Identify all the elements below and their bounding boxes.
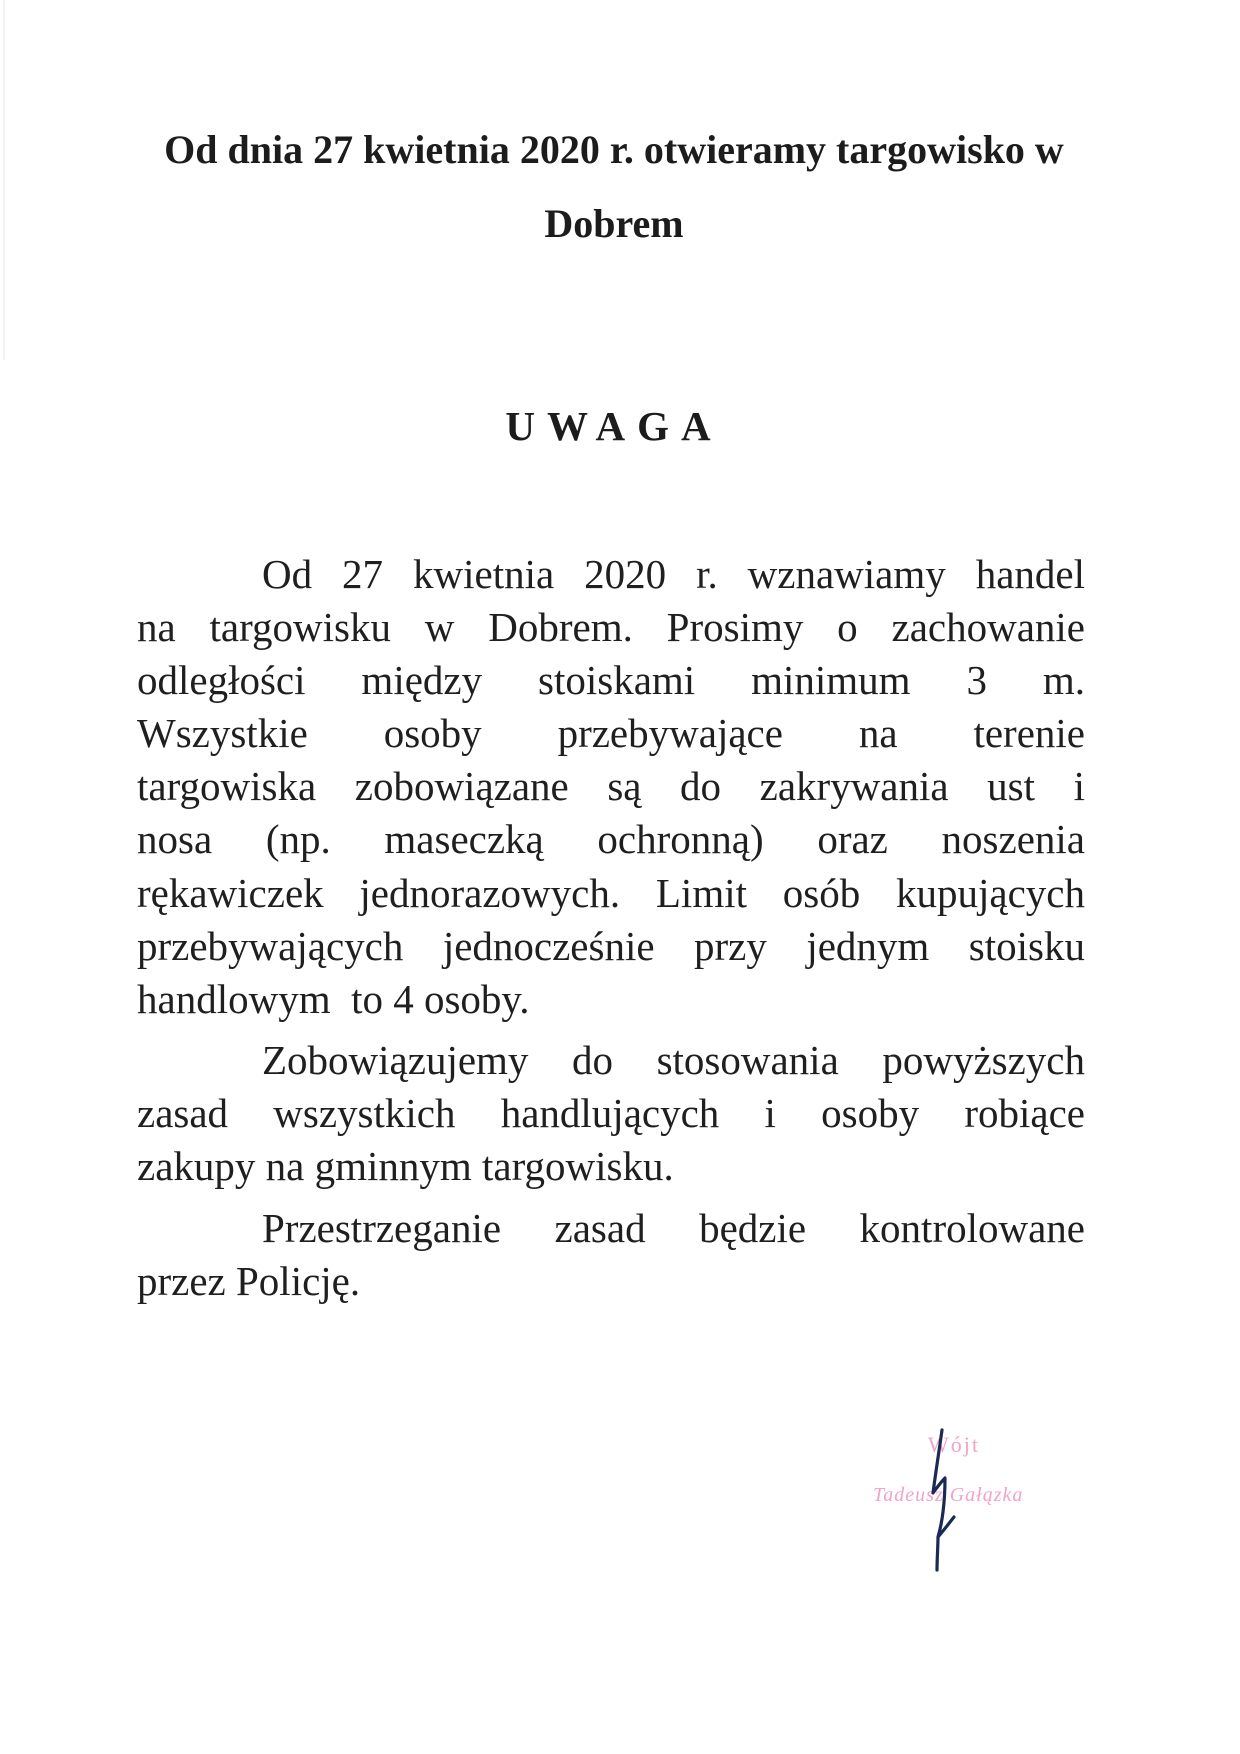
paragraph-3 bbox=[137, 1202, 1085, 1308]
stamp-title: Wójt bbox=[928, 1432, 980, 1457]
paragraph-line: Przestrzeganie zasad będzie kontrolowane bbox=[262, 1205, 1085, 1251]
paragraph-line: zakupy na gminnym targowisku. bbox=[137, 1143, 674, 1190]
handwritten-signature bbox=[900, 1420, 980, 1590]
paragraph-line: na targowisku w Dobrem. Prosimy o zachowanie bbox=[137, 604, 1085, 651]
page-title-line-2: Dobrem bbox=[544, 201, 684, 246]
stamp-name: Tadeusz Gałązka bbox=[873, 1484, 1024, 1506]
notice-heading: UWAGA bbox=[505, 403, 723, 449]
paragraph-line: przebywających jednocześnie przy jednym stoisku bbox=[137, 922, 1085, 969]
paragraph-line: handlowym to 4 osoby. bbox=[137, 975, 530, 1022]
paragraph-line: Wszystkie osoby przebywające na terenie bbox=[137, 710, 1085, 757]
page-title-line-1: Od dnia 27 kwietnia 2020 r. otwieramy targowisko w bbox=[164, 127, 1064, 172]
paragraph-line: rękawiczek jednorazowych. Limit osób kupujących bbox=[137, 869, 1085, 916]
signature-stroke bbox=[933, 1430, 954, 1570]
paragraph-1 bbox=[137, 548, 1085, 1026]
scan-edge-artifact bbox=[3, 0, 5, 360]
paragraph-line: zasad wszystkich handlujących i osoby robiące bbox=[137, 1090, 1085, 1137]
paragraph-2 bbox=[137, 1034, 1085, 1193]
paragraph-line: nosa (np. maseczką ochronną) oraz noszenia bbox=[137, 816, 1085, 863]
paragraph-line: odległości między stoiskami minimum 3 m. bbox=[137, 657, 1085, 704]
paragraph-line: Zobowiązujemy do stosowania powyższych bbox=[262, 1037, 1085, 1083]
paragraph-line: targowiska zobowiązane są do zakrywania ust i bbox=[137, 763, 1085, 810]
paragraph-line: Od 27 kwietnia 2020 r. wznawiamy handel bbox=[262, 551, 1085, 597]
paragraph-line: przez Policję. bbox=[137, 1258, 361, 1305]
